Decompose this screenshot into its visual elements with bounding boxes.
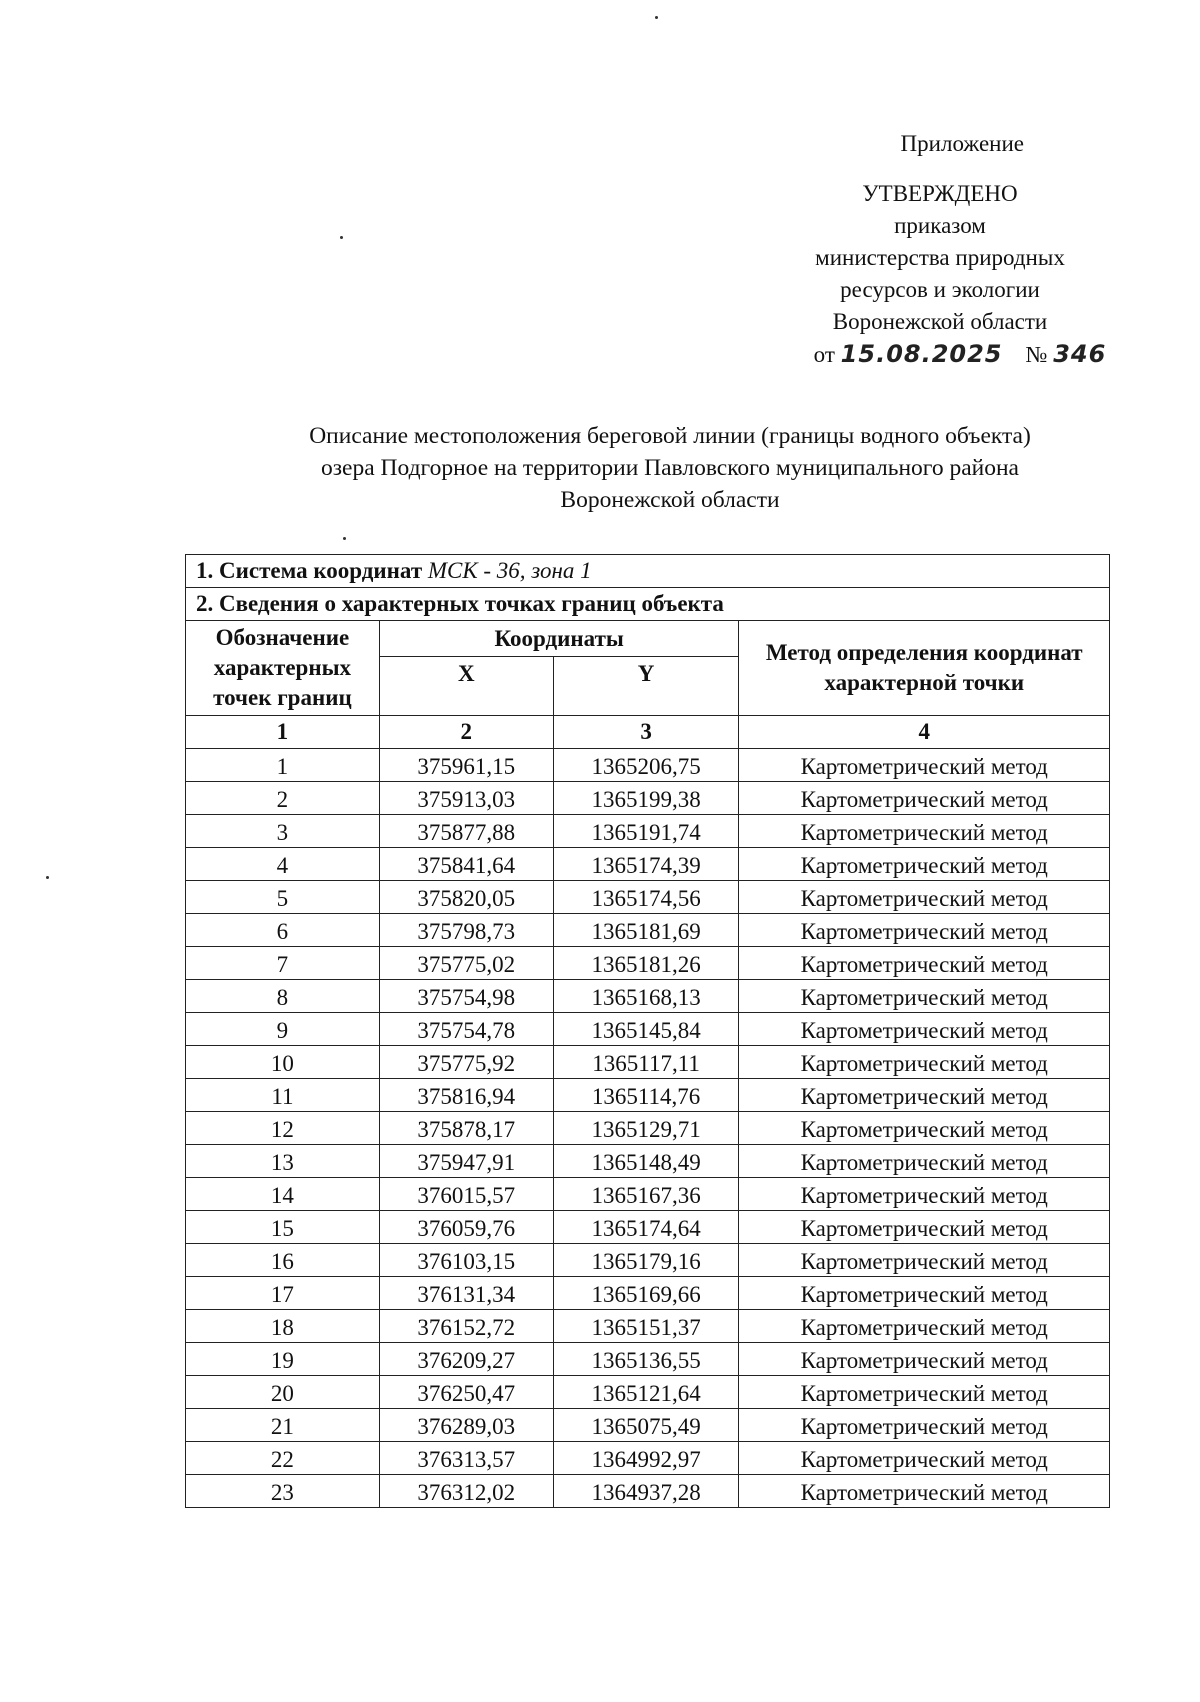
x-coordinate-cell: 375820,05 (379, 881, 553, 914)
point-id-cell: 14 (186, 1178, 380, 1211)
table-body (186, 749, 1110, 1508)
point-id-cell: 16 (186, 1244, 380, 1277)
approval-line: министерства природных (815, 245, 1065, 270)
point-id-cell: 12 (186, 1112, 380, 1145)
x-coordinate-cell: 375754,98 (379, 980, 553, 1013)
point-id-cell: 9 (186, 1013, 380, 1046)
x-coordinate-cell: 375913,03 (379, 782, 553, 815)
header-x: X (379, 657, 553, 716)
method-cell: Картометрический метод (739, 1079, 1110, 1112)
method-cell: Картометрический метод (739, 881, 1110, 914)
table-row (186, 1211, 1110, 1244)
x-coordinate-cell: 375877,88 (379, 815, 553, 848)
point-id-cell: 7 (186, 947, 380, 980)
point-id-cell: 2 (186, 782, 380, 815)
x-coordinate-cell: 375947,91 (379, 1145, 553, 1178)
y-coordinate-cell: 1364937,28 (553, 1475, 739, 1508)
table-row (186, 1046, 1110, 1079)
method-cell: Картометрический метод (739, 980, 1110, 1013)
method-cell: Картометрический метод (739, 1046, 1110, 1079)
column-number: 3 (553, 716, 739, 749)
document-title (180, 420, 1160, 516)
point-id-cell: 19 (186, 1343, 380, 1376)
point-id-cell: 3 (186, 815, 380, 848)
date-prefix: от (813, 342, 835, 367)
method-cell: Картометрический метод (739, 1343, 1110, 1376)
y-coordinate-cell: 1365181,26 (553, 947, 739, 980)
approval-line: Воронежской области (832, 309, 1048, 334)
y-coordinate-cell: 1365179,16 (553, 1244, 739, 1277)
point-id-cell: 6 (186, 914, 380, 947)
column-number: 2 (379, 716, 553, 749)
table-row (186, 1409, 1110, 1442)
method-cell: Картометрический метод (739, 848, 1110, 881)
y-coordinate-cell: 1365169,66 (553, 1277, 739, 1310)
table-row (186, 914, 1110, 947)
table-row (186, 848, 1110, 881)
y-coordinate-cell: 1365145,84 (553, 1013, 739, 1046)
table-row (186, 1376, 1110, 1409)
method-cell: Картометрический метод (739, 1145, 1110, 1178)
table-row (186, 1277, 1110, 1310)
method-cell: Картометрический метод (739, 1376, 1110, 1409)
y-coordinate-cell: 1365117,11 (553, 1046, 739, 1079)
y-coordinate-cell: 1365114,76 (553, 1079, 739, 1112)
point-id-cell: 18 (186, 1310, 380, 1343)
table-row (186, 1013, 1110, 1046)
section-row (186, 555, 1110, 588)
point-id-cell: 22 (186, 1442, 380, 1475)
x-coordinate-cell: 376059,76 (379, 1211, 553, 1244)
point-id-cell: 20 (186, 1376, 380, 1409)
point-id-cell: 4 (186, 848, 380, 881)
point-id-cell: 15 (186, 1211, 380, 1244)
point-id-cell: 11 (186, 1079, 380, 1112)
y-coordinate-cell: 1364992,97 (553, 1442, 739, 1475)
approval-date-line (760, 338, 1120, 371)
section1-value: МСК - 36, зона 1 (427, 558, 592, 583)
method-cell: Картометрический метод (739, 947, 1110, 980)
table-row (186, 782, 1110, 815)
y-coordinate-cell: 1365129,71 (553, 1112, 739, 1145)
method-cell: Картометрический метод (739, 1211, 1110, 1244)
table-row (186, 881, 1110, 914)
column-number: 1 (186, 716, 380, 749)
method-cell: Картометрический метод (739, 1310, 1110, 1343)
header-point: Обозначение характерных точек границ (186, 621, 380, 716)
header-row (186, 621, 1110, 657)
x-coordinate-cell: 376209,27 (379, 1343, 553, 1376)
approval-block (760, 128, 1120, 371)
table-row (186, 1244, 1110, 1277)
x-coordinate-cell: 376131,34 (379, 1277, 553, 1310)
title-line: озера Подгорное на территории Павловского муниципального района (321, 455, 1019, 481)
scan-speck (340, 236, 343, 239)
x-coordinate-cell: 376289,03 (379, 1409, 553, 1442)
table-row (186, 1442, 1110, 1475)
y-coordinate-cell: 1365191,74 (553, 815, 739, 848)
x-coordinate-cell: 376015,57 (379, 1178, 553, 1211)
table-row (186, 1178, 1110, 1211)
method-cell: Картометрический метод (739, 749, 1110, 782)
title-line: Воронежской области (560, 487, 780, 513)
coordinate-system-cell (186, 555, 1110, 588)
y-coordinate-cell: 1365136,55 (553, 1343, 739, 1376)
x-coordinate-cell: 375816,94 (379, 1079, 553, 1112)
y-coordinate-cell: 1365148,49 (553, 1145, 739, 1178)
coordinates-table (185, 554, 1110, 1508)
table-row (186, 980, 1110, 1013)
table-row (186, 1475, 1110, 1508)
table-row (186, 947, 1110, 980)
table-row (186, 1343, 1110, 1376)
section2-label: 2. Сведения о характерных точках границ объекта (186, 588, 1110, 621)
section1-label: 1. Система координат (196, 558, 423, 583)
y-coordinate-cell: 1365168,13 (553, 980, 739, 1013)
method-cell: Картометрический метод (739, 815, 1110, 848)
method-cell: Картометрический метод (739, 1442, 1110, 1475)
header-method: Метод определения координат характерной точки (739, 621, 1110, 716)
x-coordinate-cell: 376250,47 (379, 1376, 553, 1409)
header-coordinates: Координаты (379, 621, 739, 657)
x-coordinate-cell: 375961,15 (379, 749, 553, 782)
scan-speck (655, 16, 658, 19)
x-coordinate-cell: 376312,02 (379, 1475, 553, 1508)
y-coordinate-cell: 1365151,37 (553, 1310, 739, 1343)
point-id-cell: 10 (186, 1046, 380, 1079)
method-cell: Картометрический метод (739, 1475, 1110, 1508)
method-cell: Картометрический метод (739, 1178, 1110, 1211)
point-id-cell: 21 (186, 1409, 380, 1442)
method-cell: Картометрический метод (739, 782, 1110, 815)
y-coordinate-cell: 1365167,36 (553, 1178, 739, 1211)
x-coordinate-cell: 375754,78 (379, 1013, 553, 1046)
y-coordinate-cell: 1365199,38 (553, 782, 739, 815)
handwritten-number: 346 (1053, 340, 1107, 368)
point-id-cell: 1 (186, 749, 380, 782)
handwritten-date: 15.08.2025 (840, 340, 1003, 368)
column-number: 4 (739, 716, 1110, 749)
table-row (186, 1079, 1110, 1112)
y-coordinate-cell: 1365075,49 (553, 1409, 739, 1442)
y-coordinate-cell: 1365181,69 (553, 914, 739, 947)
approved-stamp-text: УТВЕРЖДЕНО (862, 181, 1018, 206)
approval-line: ресурсов и экологии (840, 277, 1040, 302)
y-coordinate-cell: 1365206,75 (553, 749, 739, 782)
y-coordinate-cell: 1365174,64 (553, 1211, 739, 1244)
number-prefix: № (1025, 342, 1048, 367)
section-row (186, 588, 1110, 621)
x-coordinate-cell: 376313,57 (379, 1442, 553, 1475)
x-coordinate-cell: 375841,64 (379, 848, 553, 881)
y-coordinate-cell: 1365174,39 (553, 848, 739, 881)
x-coordinate-cell: 375775,92 (379, 1046, 553, 1079)
approval-line: приказом (894, 213, 986, 238)
method-cell: Картометрический метод (739, 914, 1110, 947)
point-id-cell: 17 (186, 1277, 380, 1310)
table-row (186, 1145, 1110, 1178)
method-cell: Картометрический метод (739, 1013, 1110, 1046)
table-row (186, 1310, 1110, 1343)
table-row (186, 1112, 1110, 1145)
x-coordinate-cell: 375775,02 (379, 947, 553, 980)
y-coordinate-cell: 1365121,64 (553, 1376, 739, 1409)
table-row (186, 815, 1110, 848)
scan-speck (46, 876, 49, 879)
method-cell: Картометрический метод (739, 1409, 1110, 1442)
scan-speck (343, 537, 346, 540)
table-row (186, 749, 1110, 782)
point-id-cell: 8 (186, 980, 380, 1013)
column-number-row (186, 716, 1110, 749)
header-y: Y (553, 657, 739, 716)
point-id-cell: 5 (186, 881, 380, 914)
x-coordinate-cell: 375878,17 (379, 1112, 553, 1145)
method-cell: Картометрический метод (739, 1277, 1110, 1310)
title-line: Описание местоположения береговой линии (границы водного объекта) (309, 423, 1031, 449)
method-cell: Картометрический метод (739, 1112, 1110, 1145)
point-id-cell: 13 (186, 1145, 380, 1178)
x-coordinate-cell: 375798,73 (379, 914, 553, 947)
x-coordinate-cell: 376152,72 (379, 1310, 553, 1343)
point-id-cell: 23 (186, 1475, 380, 1508)
x-coordinate-cell: 376103,15 (379, 1244, 553, 1277)
y-coordinate-cell: 1365174,56 (553, 881, 739, 914)
annex-label: Приложение (900, 131, 1024, 156)
method-cell: Картометрический метод (739, 1244, 1110, 1277)
